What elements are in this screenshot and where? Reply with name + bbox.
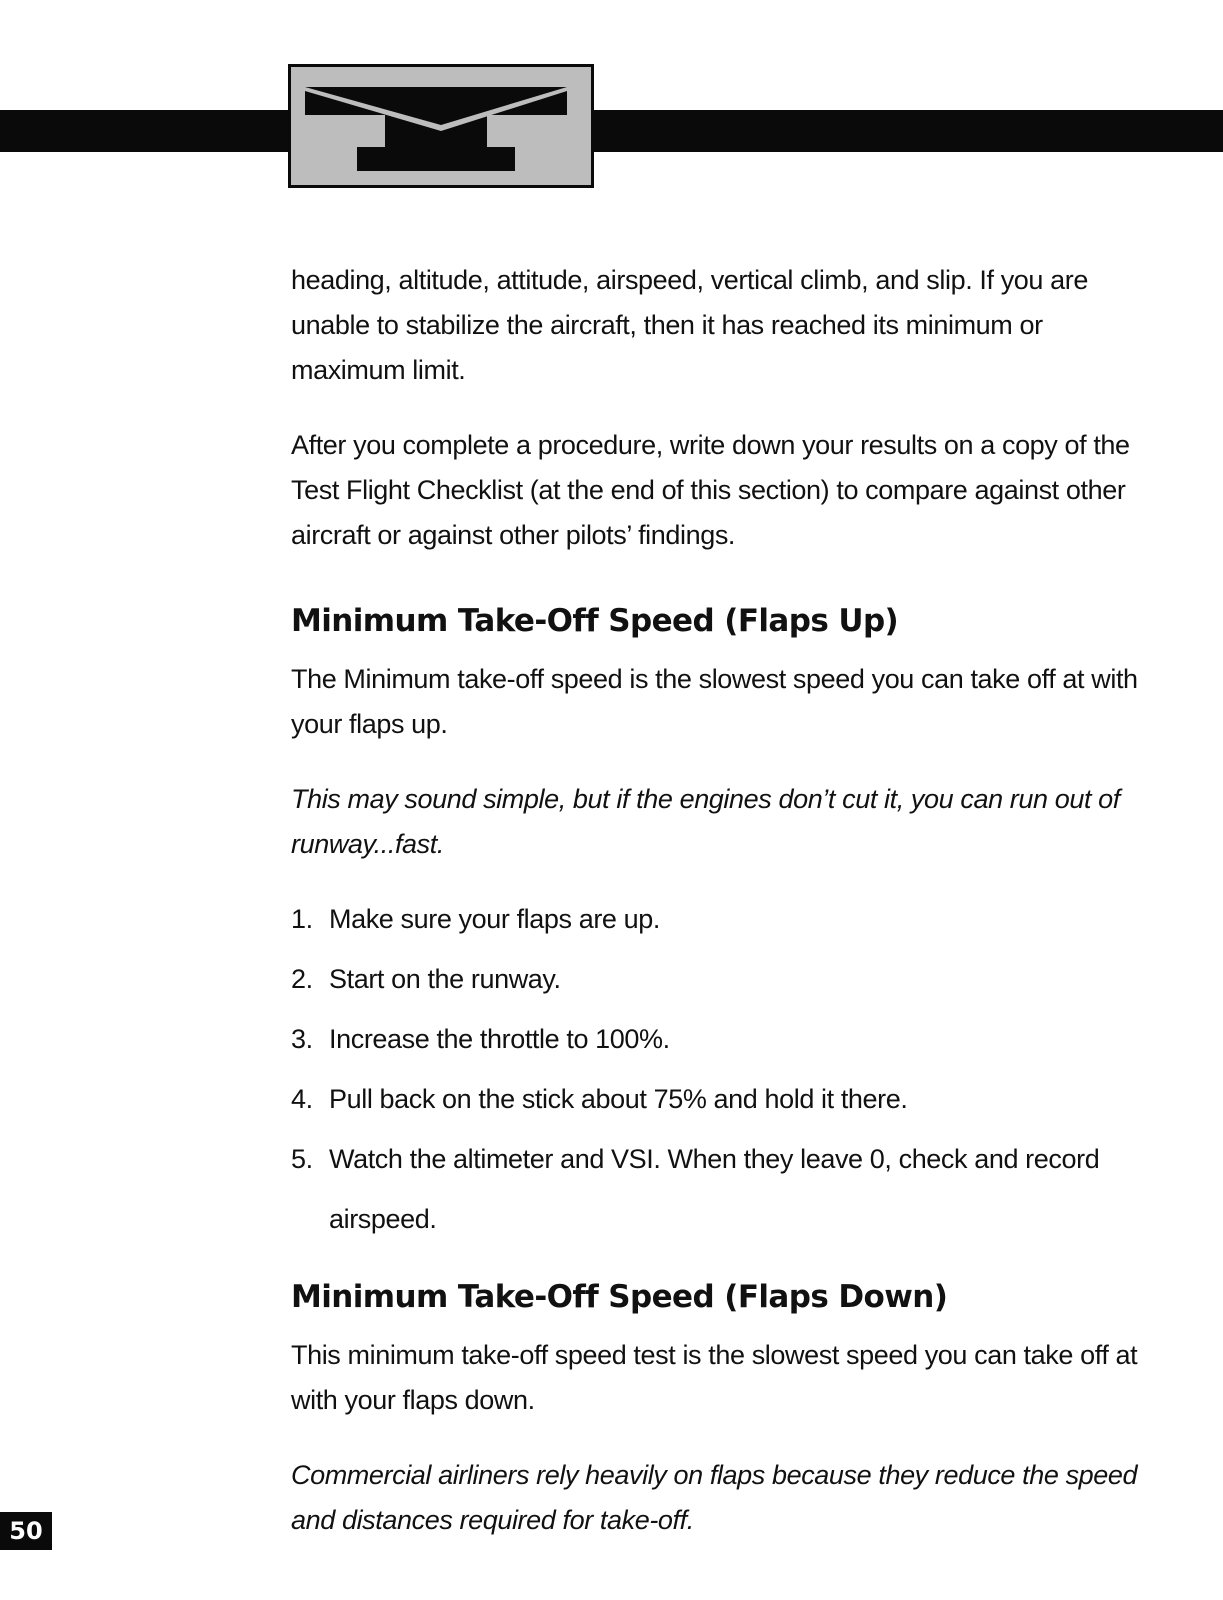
header-logo [288, 64, 594, 188]
section-heading-flaps-up: Minimum Take-Off Speed (Flaps Up) [291, 603, 899, 639]
section-body-flaps-down: This minimum take-off speed test is the slowest speed you can take off at with your flaps down. [291, 1340, 1138, 1415]
list-item: 4. Pull back on the stick about 75% and hold it there. [291, 1084, 908, 1114]
section-heading-flaps-down: Minimum Take-Off Speed (Flaps Down) [291, 1279, 948, 1315]
list-item: 5. Watch the altimeter and VSI. When they leave 0, check and record airspeed. [291, 1144, 1100, 1234]
list-item: 2. Start on the runway. [291, 964, 561, 994]
intro-paragraph-2: After you complete a procedure, write down your results on a copy of the Test Flight Checklist (at the end of this section) to compare against other aircraft or against other pilots’ findings. [291, 430, 1130, 550]
header-bar [0, 110, 1223, 152]
section-body-flaps-up: The Minimum take-off speed is the slowest speed you can take off at with your flaps up. [291, 664, 1138, 739]
section-note-flaps-down: Commercial airliners rely heavily on flaps because they reduce the speed and distances required for take-off. [291, 1460, 1138, 1535]
logo-emblem-icon [291, 67, 591, 185]
section-note-flaps-up: This may sound simple, but if the engines don’t cut it, you can run out of runway...fast. [291, 784, 1120, 859]
list-item: 3. Increase the throttle to 100%. [291, 1024, 670, 1054]
page-content [291, 258, 1141, 1543]
intro-paragraph-1: heading, altitude, attitude, airspeed, vertical climb, and slip. If you are unable to stabilize the aircraft, then it has reached its minimum or maximum limit. [291, 265, 1088, 385]
list-item: 1. Make sure your flaps are up. [291, 904, 660, 934]
steps-list [291, 889, 1141, 1249]
page-number: 50 [0, 1512, 52, 1550]
